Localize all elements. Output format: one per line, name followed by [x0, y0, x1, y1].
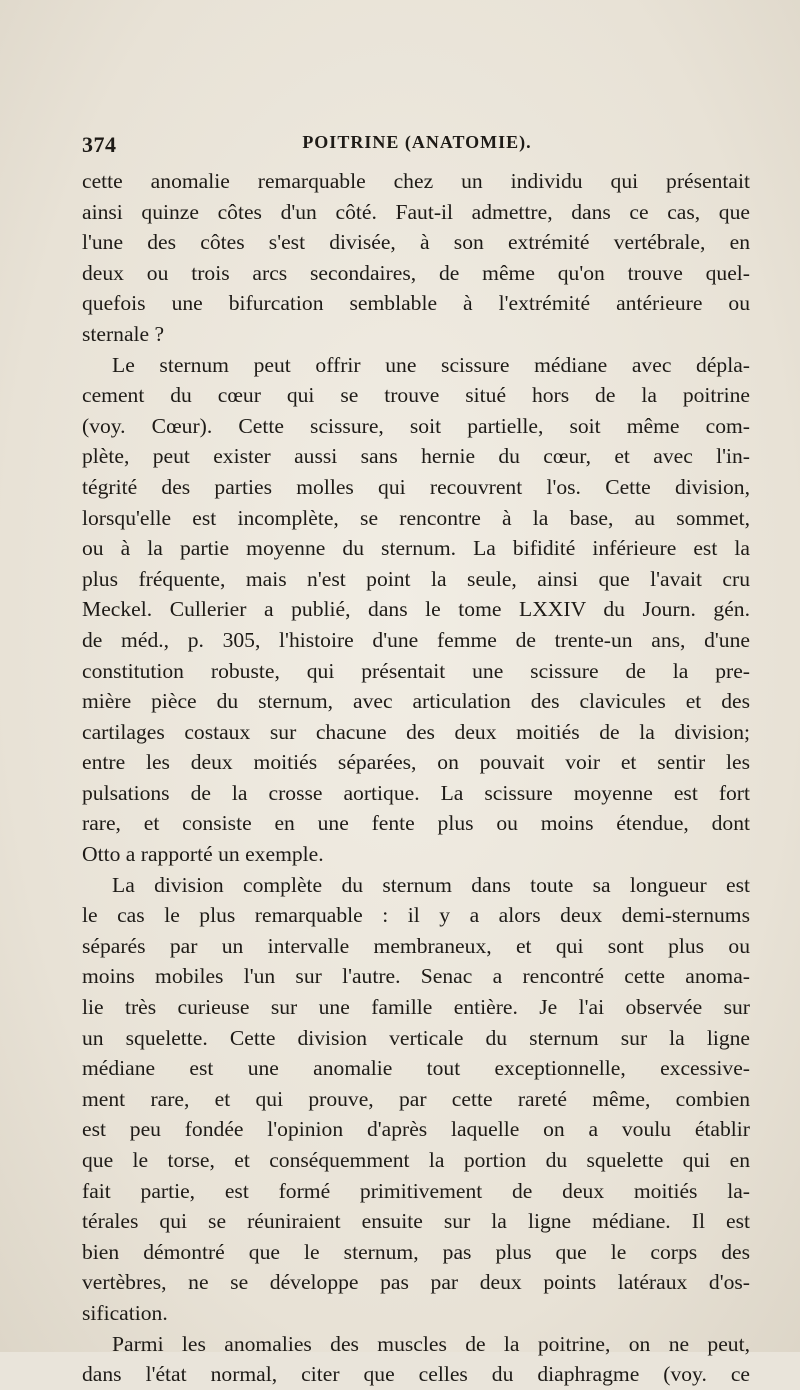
- text-line: vertèbres, ne se développe pas par deux points latéraux d'os-: [82, 1270, 750, 1295]
- text-line: cement du cœur qui se trouve situé hors de la poitrine: [82, 383, 750, 408]
- text-line: entre les deux moitiés séparées, on pouvait voir et sentir les: [82, 750, 750, 775]
- text-line: Parmi les anomalies des muscles de la poitrine, on ne peut,: [112, 1331, 750, 1356]
- text-line: l'une des côtes s'est divisée, à son extrémité vertébrale, en: [82, 230, 750, 255]
- text-line: quefois une bifurcation semblable à l'extrémité antérieure ou: [82, 291, 750, 316]
- text-line: Le sternum peut offrir une scissure médiane avec dépla-: [112, 352, 750, 377]
- text-line: rare, et consiste en une fente plus ou moins étendue, dont: [82, 811, 750, 836]
- text-line: Otto a rapporté un exemple.: [82, 842, 324, 867]
- text-line: La division complète du sternum dans toute sa longueur est: [112, 872, 750, 897]
- text-line: le cas le plus remarquable : il y a alors deux demi-sternums: [82, 903, 750, 928]
- text-line: ainsi quinze côtes d'un côté. Faut-il admettre, dans ce cas, que: [82, 199, 750, 224]
- text-line: (voy. Cœur). Cette scissure, soit partielle, soit même com-: [82, 413, 750, 438]
- text-line: Meckel. Cullerier a publié, dans le tome LXXIV du Journ. gén.: [82, 597, 750, 622]
- text-line: térales qui se réuniraient ensuite sur la ligne médiane. Il est: [82, 1209, 750, 1234]
- text-line: cartilages costaux sur chacune des deux moitiés de la division;: [82, 719, 750, 744]
- text-line: constitution robuste, qui présentait une scissure de la pre-: [82, 658, 750, 683]
- text-line: sification.: [82, 1300, 168, 1325]
- text-line: de méd., p. 305, l'histoire d'une femme de trente-un ans, d'une: [82, 627, 750, 652]
- text-line: plète, peut exister aussi sans hernie du cœur, et avec l'in-: [82, 444, 750, 469]
- text-line: dans l'état normal, citer que celles du diaphragme (voy. ce: [82, 1362, 750, 1387]
- text-line: mière pièce du sternum, avec articulation des clavicules et des: [82, 689, 750, 714]
- text-line: deux ou trois arcs secondaires, de même qu'on trouve quel-: [82, 260, 750, 285]
- text-line: moins mobiles l'un sur l'autre. Senac a rencontré cette anoma-: [82, 964, 750, 989]
- text-line: fait partie, est formé primitivement de deux moitiés la-: [82, 1178, 750, 1203]
- text-line: ment rare, et qui prouve, par cette rareté même, combien: [82, 1086, 750, 1111]
- text-line: lie très curieuse sur une famille entière. Je l'ai observée sur: [82, 995, 750, 1020]
- text-line: plus fréquente, mais n'est point la seule, ainsi que l'avait cru: [82, 566, 750, 591]
- text-line: cette anomalie remarquable chez un individu qui présentait: [82, 169, 750, 193]
- body-text: [82, 166, 750, 1390]
- page-header: [82, 128, 752, 164]
- text-line: pulsations de la crosse aortique. La scissure moyenne est fort: [82, 780, 750, 805]
- text-line: séparés par un intervalle membraneux, et qui sont plus ou: [82, 933, 750, 958]
- text-line: bien démontré que le sternum, pas plus que le corps des: [82, 1239, 750, 1264]
- running-title: POITRINE (ANATOMIE).: [302, 132, 532, 152]
- text-line: un squelette. Cette division verticale du sternum sur la ligne: [82, 1025, 750, 1050]
- page-number: 374: [82, 132, 117, 157]
- text-line: que le torse, et conséquemment la portion du squelette qui en: [82, 1148, 750, 1172]
- text-line: lorsqu'elle est incomplète, se rencontre à la base, au sommet,: [82, 505, 750, 530]
- text-line: ou à la partie moyenne du sternum. La bifidité inférieure est la: [82, 536, 750, 561]
- text-line: sternale ?: [82, 321, 165, 346]
- text-line: tégrité des parties molles qui recouvrent l'os. Cette division,: [82, 474, 750, 499]
- text-line: est peu fondée l'opinion d'après laquelle on a voulu établir: [82, 1117, 750, 1142]
- text-line: médiane est une anomalie tout exceptionnelle, excessive-: [82, 1056, 750, 1081]
